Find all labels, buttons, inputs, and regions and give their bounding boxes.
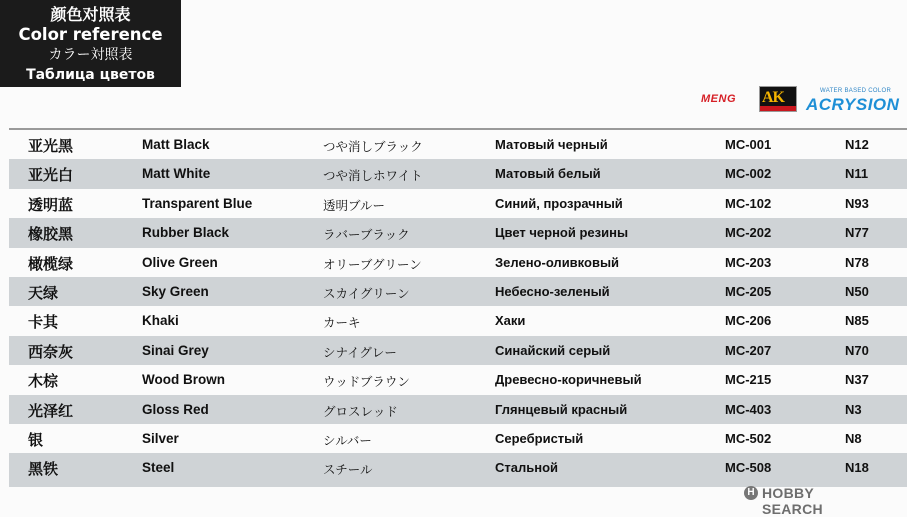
color-name-japanese: ウッドブラウン	[323, 374, 410, 390]
acrysion-code: N8	[845, 430, 862, 446]
color-name-chinese: 亚光黑	[28, 137, 74, 155]
acrysion-code: N85	[845, 313, 869, 329]
acrysion-tagline: WATER BASED COLOR	[820, 88, 892, 94]
color-name-chinese: 西奈灰	[28, 342, 74, 361]
acrysion-code: N78	[845, 254, 869, 270]
color-name-chinese: 橡胶黑	[28, 225, 74, 244]
meng-code: MC-205	[725, 283, 772, 299]
meng-code: MC-002	[725, 166, 772, 182]
color-name-russian: Синайский серый	[495, 342, 611, 358]
color-name-chinese: 卡其	[28, 313, 59, 332]
color-name-english: Transparent Blue	[142, 195, 253, 211]
title-box	[0, 0, 181, 87]
acrysion-code: N3	[845, 401, 862, 417]
color-name-japanese: つや消しホワイト	[323, 168, 423, 184]
color-name-russian: Серебристый	[495, 430, 584, 446]
color-name-japanese: 透明ブルー	[323, 197, 386, 213]
acrysion-code: N70	[845, 342, 869, 358]
ak-logo-stripe	[760, 106, 796, 111]
ak-logo	[759, 86, 797, 112]
table-row	[9, 218, 907, 247]
color-name-chinese: 亚光白	[28, 166, 74, 185]
color-reference-table	[9, 128, 907, 487]
acrysion-code: N77	[845, 225, 869, 241]
color-name-russian: Матовый белый	[495, 166, 601, 182]
color-name-russian: Матовый черный	[495, 137, 608, 152]
table-row	[9, 336, 907, 365]
color-name-japanese: カーキ	[323, 315, 361, 331]
meng-code: MC-403	[725, 401, 772, 417]
color-name-english: Wood Brown	[142, 372, 225, 388]
table-row	[9, 306, 907, 335]
color-name-english: Gloss Red	[142, 401, 209, 417]
meng-code: MC-207	[725, 342, 772, 358]
color-name-chinese: 木棕	[28, 372, 59, 391]
hobby-search-text: HOBBY SEARCH	[762, 485, 823, 517]
meng-code: MC-508	[725, 460, 772, 476]
color-name-russian: Глянцевый красный	[495, 401, 628, 417]
table-row	[9, 159, 907, 188]
color-name-japanese: スチール	[323, 462, 373, 478]
color-name-russian: Хаки	[495, 313, 526, 329]
color-name-russian: Небесно-зеленый	[495, 283, 610, 299]
meng-code: MC-202	[725, 225, 772, 241]
meng-code: MC-215	[725, 372, 772, 388]
color-name-english: Matt Black	[142, 137, 210, 152]
acrysion-code: N18	[845, 460, 869, 476]
table-row	[9, 395, 907, 424]
color-name-chinese: 光泽红	[28, 401, 74, 420]
table-row	[9, 248, 907, 277]
color-name-russian: Древесно-коричневый	[495, 372, 642, 388]
acrysion-code: N12	[845, 137, 869, 152]
color-name-chinese: 银	[28, 430, 44, 449]
title-english: Color reference	[18, 25, 163, 44]
color-name-japanese: スカイグリーン	[323, 285, 410, 301]
table-row	[9, 424, 907, 453]
table-row	[9, 277, 907, 306]
meng-code: MC-001	[725, 137, 772, 152]
color-name-english: Olive Green	[142, 254, 218, 270]
color-name-japanese: オリーブグリーン	[323, 256, 422, 272]
color-name-japanese: つや消しブラック	[323, 139, 423, 154]
meng-code: MC-203	[725, 254, 772, 270]
color-name-english: Steel	[142, 460, 175, 476]
color-name-english: Khaki	[142, 313, 179, 329]
title-chinese: 颜色对照表	[50, 5, 131, 24]
meng-code: MC-102	[725, 195, 772, 211]
color-name-japanese: シルバー	[323, 432, 372, 448]
table-row	[9, 189, 907, 218]
acrysion-code: N11	[845, 166, 869, 182]
color-name-japanese: グロスレッド	[323, 403, 398, 419]
acrysion-code: N93	[845, 195, 869, 211]
meng-code: MC-502	[725, 430, 772, 446]
acrysion-code: N37	[845, 372, 869, 388]
acrysion-logo: ACRYSION	[806, 95, 900, 114]
color-name-chinese: 透明蓝	[28, 195, 74, 214]
color-name-english: Sky Green	[142, 283, 209, 299]
color-name-chinese: 黑铁	[28, 460, 59, 479]
title-japanese: カラー対照表	[48, 47, 133, 63]
table-row	[9, 130, 907, 159]
acrysion-code: N50	[845, 283, 869, 299]
color-name-chinese: 天绿	[28, 283, 59, 302]
color-name-russian: Стальной	[495, 460, 559, 476]
color-name-russian: Зелено-оливковый	[495, 254, 620, 270]
color-name-russian: Синий, прозрачный	[495, 195, 623, 211]
color-name-english: Matt White	[142, 166, 211, 182]
color-name-english: Sinai Grey	[142, 342, 209, 358]
table-row	[9, 453, 907, 482]
meng-code: MC-206	[725, 313, 772, 329]
color-name-chinese: 橄榄绿	[28, 254, 74, 273]
title-russian: Таблица цветов	[26, 67, 155, 83]
color-name-russian: Цвет черной резины	[495, 225, 629, 241]
ak-logo-text: AK	[762, 89, 784, 106]
meng-logo: MENG	[701, 93, 736, 105]
table-row	[9, 365, 907, 394]
color-name-japanese: ラバーブラック	[323, 227, 410, 243]
color-name-english: Silver	[142, 430, 179, 446]
color-name-english: Rubber Black	[142, 225, 230, 241]
color-name-japanese: シナイグレー	[323, 344, 397, 360]
hobby-search-icon: H	[744, 486, 758, 500]
